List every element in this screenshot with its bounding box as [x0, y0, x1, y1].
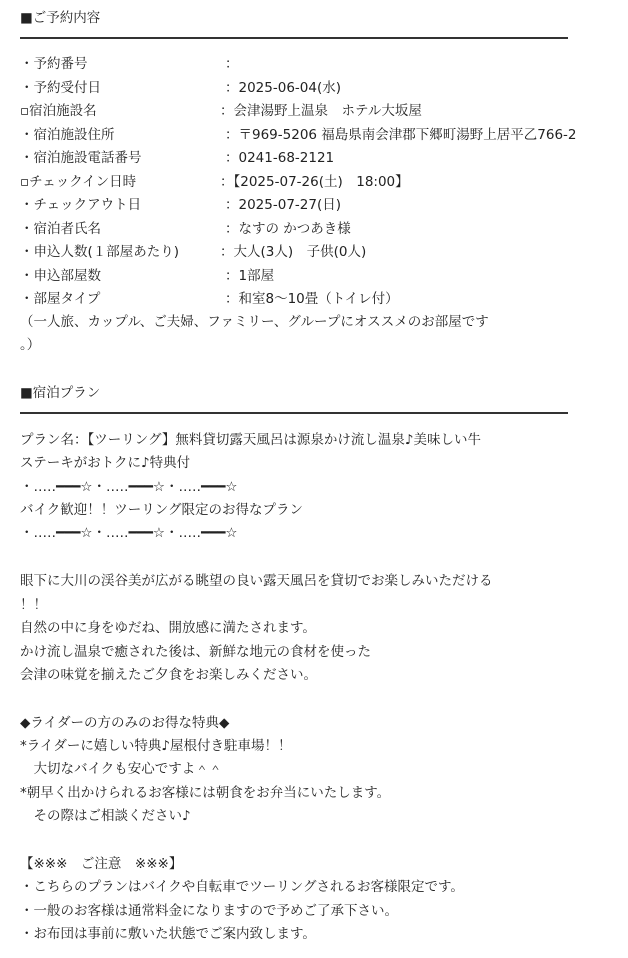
section-heading-plan: ■宿泊プラン	[20, 385, 101, 401]
decorative-star-line: ・‥…━━━☆・‥…━━━☆・‥…━━━☆	[20, 525, 238, 541]
row-value: ：	[225, 56, 239, 72]
row-label: ▫チェックイン日時	[20, 174, 137, 190]
row-value: ：大人(3人) 子供(0人)	[220, 244, 367, 260]
rider-benefit-item: *ライダーに嬉しい特典♪屋根付き駐車場！！	[20, 738, 292, 754]
row-value: ：会津湯野上温泉 ホテル大坂屋	[220, 103, 422, 119]
section-divider	[20, 412, 568, 414]
plan-name-continued: ステーキがおトクに♪特典付	[20, 455, 191, 471]
plan-description: 自然の中に身をゆだね、開放感に満たされます。	[20, 620, 316, 636]
notice-item: ・一般のお客様は通常料金になりますので予めご了承下さい。	[20, 903, 398, 919]
plan-description: ！！	[20, 597, 47, 613]
notice-item: ・お布団は事前に敷いた状態でご案内致します。	[20, 926, 316, 942]
row-label: ・宿泊施設住所	[20, 127, 115, 143]
row-value: ：2025-06-04(水)	[225, 80, 341, 96]
row-label: ▫宿泊施設名	[20, 103, 97, 119]
row-label: ・申込部屋数	[20, 268, 101, 284]
rider-benefit-detail: その際はご相談ください♪	[20, 808, 191, 824]
row-label: ・申込人数(１部屋あたり)	[20, 244, 180, 260]
row-value: ：0241-68-2121	[225, 150, 335, 166]
rider-benefit-detail: 大切なバイクも安心ですよ＾＾	[20, 761, 223, 777]
notice-item: ・こちらのプランはバイクや自転車でツーリングされるお客様限定です。	[20, 879, 464, 895]
row-value: ：なすの かつあき様	[225, 221, 351, 237]
section-divider	[20, 37, 568, 39]
row-value: ：和室8～10畳（トイレ付）	[225, 291, 399, 307]
row-value: ：1部屋	[225, 268, 275, 284]
row-value: ：〒969-5206 福島県南会津郡下郷町湯野上居平乙766-2	[225, 127, 577, 143]
room-note: （一人旅、カップル、ご夫婦、ファミリー、グループにオススメのお部屋です	[20, 314, 489, 330]
row-label: ・予約受付日	[20, 80, 101, 96]
plan-tagline: バイク歓迎！！ツーリング限定のお得なプラン	[20, 502, 303, 518]
row-label: ・宿泊者氏名	[20, 221, 101, 237]
plan-description: 会津の味覚を揃えたご夕食をお楽しみください。	[20, 667, 317, 683]
row-label: ・部屋タイプ	[20, 291, 101, 307]
row-label: ・予約番号	[20, 56, 88, 72]
decorative-star-line: ・‥…━━━☆・‥…━━━☆・‥…━━━☆	[20, 479, 238, 495]
rider-benefits-heading: ◆ライダーの方のみのお得な特典◆	[20, 715, 230, 731]
row-value: ：2025-07-27(日)	[225, 197, 341, 213]
plan-name: プラン名：【ツーリング】無料貸切露天風呂は源泉かけ流し温泉♪美味しい牛	[20, 432, 481, 448]
notice-heading: 【※※※ ご注意 ※※※】	[20, 856, 183, 872]
row-value: ：【2025-07-26(土) 18:00】	[220, 174, 409, 190]
section-heading-reservation: ■ご予約内容	[20, 10, 101, 26]
rider-benefit-item: *朝早く出かけられるお客様には朝食をお弁当にいたします。	[20, 785, 391, 801]
plan-description: 眼下に大川の渓谷美が広がる眺望の良い露天風呂を貸切でお楽しみいただける	[20, 573, 493, 589]
row-label: ・チェックアウト日	[20, 197, 142, 213]
row-label: ・宿泊施設電話番号	[20, 150, 142, 166]
room-note-continued: 。）	[20, 337, 41, 353]
plan-description: かけ流し温泉で癒された後は、新鮮な地元の食材を使った	[20, 644, 371, 660]
